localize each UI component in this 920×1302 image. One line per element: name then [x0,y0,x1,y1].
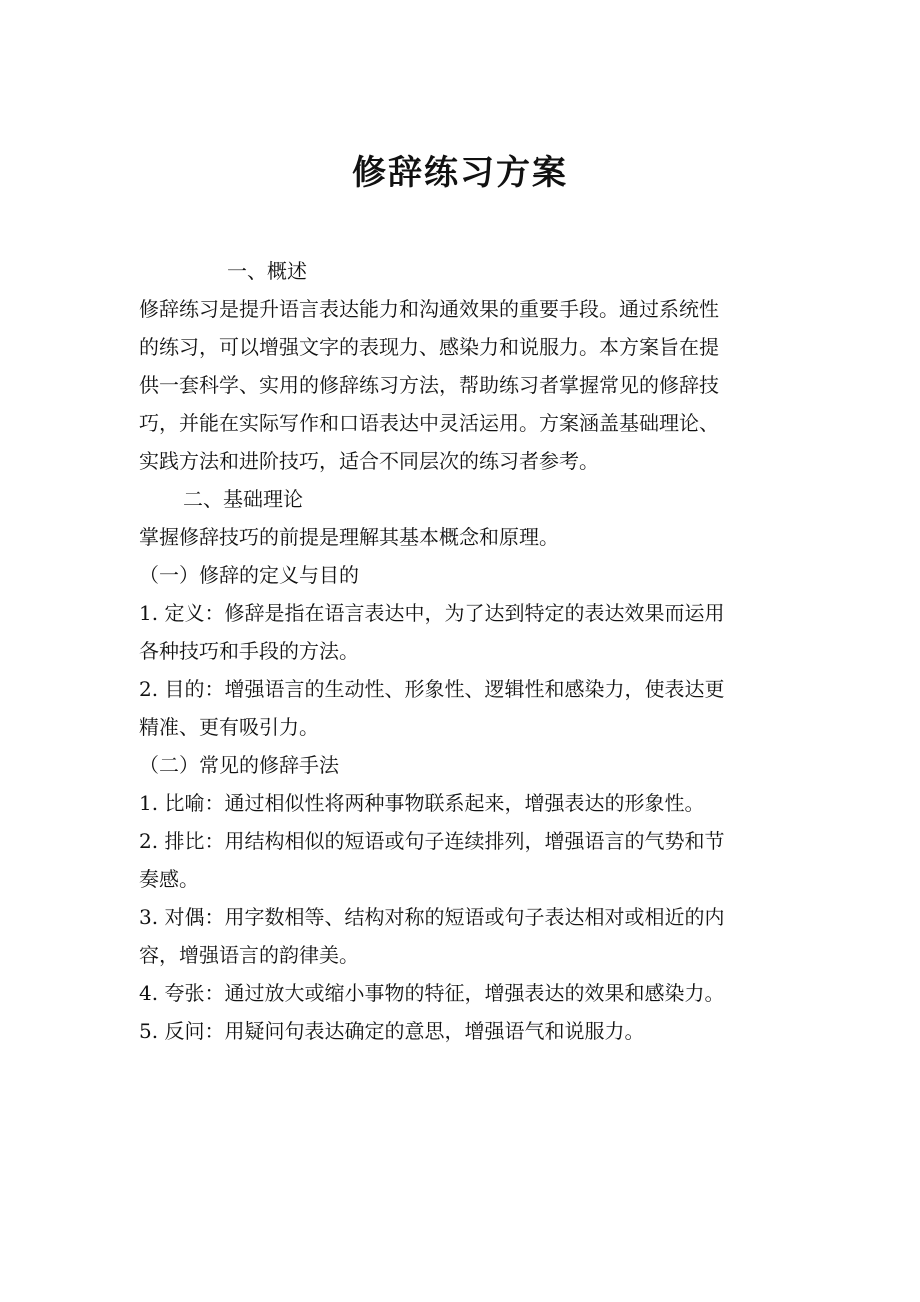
paragraph-line: 巧，并能在实际写作和口语表达中灵活运用。方案涵盖基础理论、 [139,411,719,435]
list-item-line: 各种技巧和手段的方法。 [139,639,359,663]
list-item-line: 4. 夸张：通过放大或缩小事物的特征，增强表达的效果和感染力。 [139,981,725,1005]
list-item-line: 2. 排比：用结构相似的短语或句子连续排列，增强语言的气势和节 [139,829,725,853]
paragraph-line: 供一套科学、实用的修辞练习方法，帮助练习者掌握常见的修辞技 [139,373,719,397]
paragraph-line: 的练习，可以增强文字的表现力、感染力和说服力。本方案旨在提 [139,335,719,359]
list-item-line: 容，增强语言的韵律美。 [139,943,359,967]
section-heading-overview: 一、概述 [227,259,307,283]
paragraph-line: 掌握修辞技巧的前提是理解其基本概念和原理。 [139,525,559,549]
list-item-line: 1. 定义：修辞是指在语言表达中，为了达到特定的表达效果而运用 [139,601,725,625]
list-item-line: 2. 目的：增强语言的生动性、形象性、逻辑性和感染力，使表达更 [139,677,725,701]
list-item-line: 5. 反问：用疑问句表达确定的意思，增强语气和说服力。 [139,1019,645,1043]
paragraph-line: 实践方法和进阶技巧，适合不同层次的练习者参考。 [139,449,599,473]
document-title: 修辞练习方案 [352,153,568,193]
list-item-line: 精准、更有吸引力。 [139,715,319,739]
list-item-line: 1. 比喻：通过相似性将两种事物联系起来，增强表达的形象性。 [139,791,705,815]
section-heading-basic-theory: 二、基础理论 [183,487,303,511]
list-item-line: 3. 对偶：用字数相等、结构对称的短语或句子表达相对或相近的内 [139,905,725,929]
list-item-line: 奏感。 [139,867,199,891]
subsection-heading-definition: （一）修辞的定义与目的 [139,563,359,587]
paragraph-line: 修辞练习是提升语言表达能力和沟通效果的重要手段。通过系统性 [139,297,719,321]
document-body [139,253,783,1049]
subsection-heading-rhetoric-methods: （二）常见的修辞手法 [139,753,339,777]
